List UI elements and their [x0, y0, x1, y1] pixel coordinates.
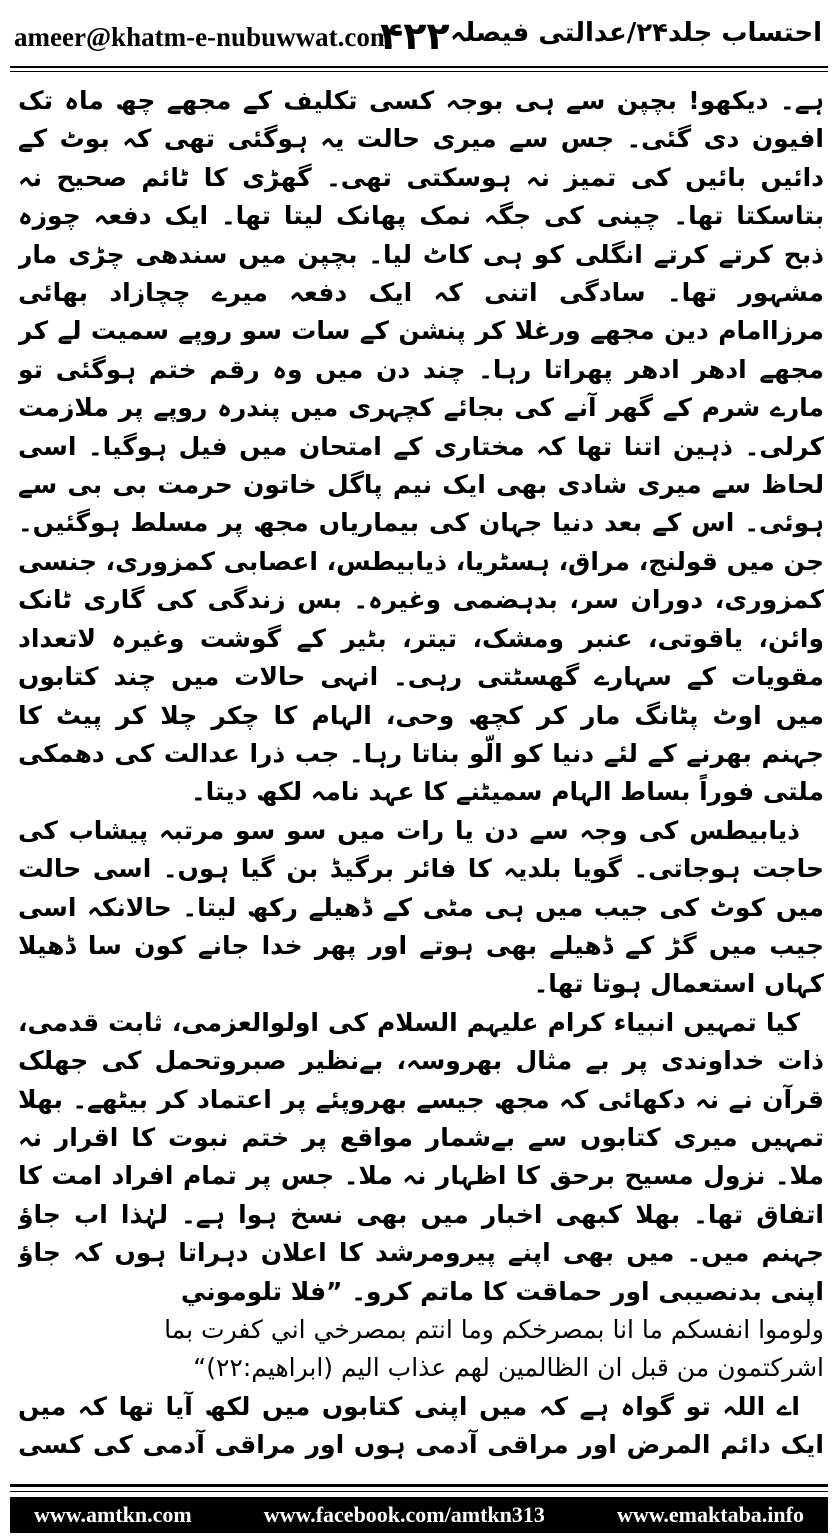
page-number: ۴۲۲ [380, 14, 450, 58]
footer-link-amtkn[interactable]: www.amtkn.com [34, 1502, 192, 1527]
paragraph-2: ذیابیطس کی وجہ سے دن یا رات میں سو سو مرتبہ پیشاب کی حاجت ہوجاتی۔ گویا بلدیہ کا فائر برگیڈ بن گیا ہوں۔ اسی حالت میں کوٹ کی جیب میں ہی مٹی کے ڈھیلے رکھ لیتا۔ حالانکہ اسی جیب میں گڑ کے ڈھیلے بھی ہوتے اور پھر خدا جانے کون سا ڈھیلا کہاں استعمال ہوتا تھا۔ [18, 815, 824, 999]
quranic-verse-line-2: اشركتمون من قبل ان الظالمين لهم عذاب اليم (ابراهيم:۲۲)“ [193, 1353, 824, 1383]
footer-links-bar [10, 1497, 828, 1533]
header-email[interactable]: ameer@khatm-e-nubuwwat.com [14, 22, 393, 52]
book-title: احتساب جلد۲۴/عدالتی فیصلہ [450, 18, 822, 48]
header-divider [10, 66, 828, 68]
header-divider-thin [10, 71, 828, 72]
footer-divider [10, 1484, 828, 1487]
paragraph-4: اے اللہ تو گواہ ہے کہ میں اپنی کتابوں میں لکھ آیا تھا کہ میں ایک دائم المرض اور مراقی آدمی ہوں اور مراقی آدمی کی کسی [18, 1391, 824, 1460]
paragraph-3: کیا تمہیں انبیاء کرام علیہم السلام کی اولوالعزمی، ثابت قدمی، ذات خداوندی پر بے مثال بھروسہ، بےنظیر صبروتحمل کی جھلک قرآن نے نہ دکھائی کہ مجھ جیسے بھروپئے پر اعتماد کر بیٹھے۔ بھلا تمہیں میری کتابوں سے بےشمار مواقع پر ختم نبوت کا اقرار نہ ملا۔ نزول مسیح برحق کا اظہار نہ ملا۔ جس پر تمام افراد امت کا اتفاق تھا۔ بھلا کبھی اخبار میں بھی نسخ ہوا ہے۔ لہٰذا اب جاؤ جہنم میں۔ میں بھی اپنے پیرومرشد کا اعلان دہراتا ہوں کہ جاؤ اپنی بدنصیبی اور حماقت کا ماتم کرو۔ ”فلا تلوموني [18, 1007, 824, 1306]
page-body [18, 82, 824, 1462]
quranic-verse-line-1: ولوموا انفسكم ما انا بمصرخكم وما انتم بمصرخي اني كفرت بما [164, 1315, 824, 1344]
footer-divider-thin [10, 1491, 828, 1492]
footer-link-emaktaba[interactable]: www.emaktaba.info [616, 1502, 804, 1527]
page-header [0, 0, 840, 72]
paragraph-1: ہے۔ دیکھو! بچپن سے ہی بوجہ کسی تکلیف کے مجھے چھ ماہ تک افیون دی گئی۔ جس سے میری حالت یہ ہوگئی تھی کہ بوٹ کے دائیں بائیں کی تمیز نہ ہوسکتی تھی۔ گھڑی کا ٹائم صحیح نہ بتاسکتا تھا۔ چینی کی جگہ نمک پھانک لیتا تھا۔ ایک دفعہ چوزہ ذبح کرتے کرتے انگلی کو ہی کاٹ لیا۔ بچپن میں سندھی چڑی مار مشہور تھا۔ سادگی اتنی کہ ایک دفعہ میرے چچازاد بھائی مرزاامام دین مجھے ورغلا کر پنشن کے سات سو روپے سمیت لے کر مجھے ادھر ادھر پھراتا رہا۔ چند دن میں وہ رقم ختم ہوگئی تو مارے شرم کے گھر آنے کی بجائے کچہری میں پندرہ روپے پر ملازمت کرلی۔ ذہین اتنا تھا کہ مختاری کے امتحان میں فیل ہوگیا۔ اسی لحاظ سے میری شادی بھی ایک نیم پاگل خاتون حرمت بی بی سے ہوئی۔ اس کے بعد دنیا جہان کی بیماریاں مجھ پر مسلط ہوگئیں۔ جن میں قولنج، مراق، ہسٹریا، ذیابیطس، اعصابی کمزوری، جنسی کمزوری، دوران سر، بدہضمی وغیرہ۔ بس زندگی کی گاری ٹانک وائن، یاقوتی، عنبر ومشک، تیتر، بٹیر کے گوشت وغیرہ لاتعداد مقویات کے سہارے گھسٹتی رہی۔ انہی حالات میں چند کتابوں میں اوٹ پٹانگ مار کر کچھ وحی، الہام کا چکر چلا کر پیٹ کا جہنم بھرنے کے لئے دنیا کو الّو بناتا رہا۔ جب ذرا عدالت کی دھمکی ملتی فوراً بساط الہام سمیٹنے کا عہد نامہ لکھ دیتا۔ [18, 86, 824, 807]
footer-link-facebook[interactable]: www.facebook.com/amtkn313 [263, 1502, 545, 1527]
